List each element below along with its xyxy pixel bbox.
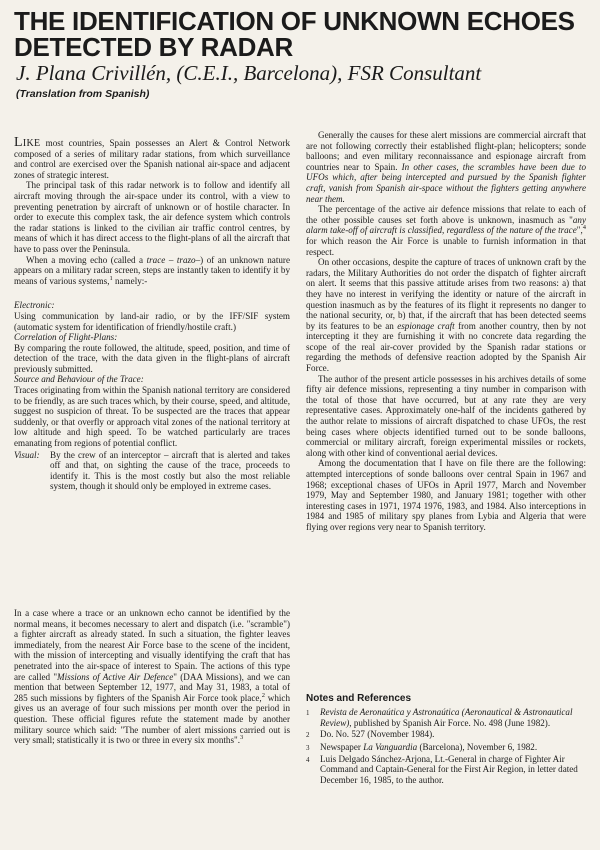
notes-section [306, 694, 586, 786]
text-run: " (DAA Missions), and we can mention that between September 12, 1977, and May 31, 1983, a total of 285 such missions by fighters of the Spanish Air Force took place, [14, 671, 291, 703]
left-column-bottom [14, 608, 290, 746]
paragraph [306, 204, 586, 257]
footnote-ref: 3 [239, 734, 244, 742]
intro-text: most countries, Spain possesses an Alert & Control Network composed of a series of military radar stations, from which surveillance and control are exercised over the Spanish national air-space and adjacent zones of strategic interest. [14, 138, 290, 180]
paragraph: The author of the present article possesses in his archives details of some fifty air defence missions, representing a tiny number in comparison with the total of those that have occurred, but at any rate they are very representative cases. Approximately one-half of the incidents gathered by the author relate to missions of aircraft dispatched to chase UFOs, the rest being cases where objects identified turned out to be sonde balloons, commercial or military aircraft, foreign experimental missiles or rockets, along with other kind of conventional aerial devices. [306, 373, 586, 458]
paragraph [306, 130, 586, 204]
definition-term: Correlation of Flight-Plans: [14, 332, 118, 343]
footnote-ref: 1 [109, 274, 113, 282]
note-number: 2 [306, 731, 310, 740]
paragraph: The principal task of this radar network is to follow and identify all aircraft moving through the air-space under its control, with a view to preventing penetration by aircraft of unknown or of hostile character. In order to execute this complex task, the air defence system which controls the radar stations is linked to the civilian air traffic control centres, by means of which it has direct access to the flight-plans of all the aircraft that have to pass over the Peninsula. [14, 180, 290, 254]
note-text [320, 754, 586, 785]
definition-body: By comparing the route followed, the altitude, speed, position, and time of detection of the trace, with the data given in the flight-plans of aircraft previously submitted. [14, 342, 290, 374]
text-run: On other occasions, despite the capture of traces of unknown craft by the radars, the Military Authorities do not order the dispatch of fighter aircraft on alert. It seems that this passive attitude arises from two reasons: a) that they have no interest in verifying the identity or nature of the aircraft in question inasmuch as by the features of its flight it represents no danger to the national security, or, b) that, if the aircraft that has been detected seems by its features to be an [306, 257, 586, 331]
text-run: The percentage of the active air defence missions that relate to each of the other possible causes set forth above is unknown, inasmuch as " [306, 204, 586, 225]
note-item [306, 742, 586, 753]
footnote-ref: 2 [261, 691, 265, 699]
note-text [320, 729, 586, 740]
text-run: published by Spanish Air Force. No. 498 (June 1982). [351, 717, 551, 728]
left-column [14, 135, 290, 492]
note-item [306, 729, 586, 740]
article-title: THE IDENTIFICATION OF UNKNOWN ECHOES DETECTED BY RADAR [14, 6, 575, 62]
text-run: When a moving echo (called a [26, 254, 147, 265]
right-column [306, 130, 586, 533]
text-run: Luis Delgado Sánchez-Arjona, Lt.-General in charge of Fighter Air Command and Captain-General for the First Air Region, in letter dated December 16, 1985, to the author. [320, 754, 578, 785]
text-run: In a case where a trace or an unknown echo cannot be identified by the normal means, it becomes necessary to alert and dispatch (i.e. "scramble") a fighter aircraft as already stated. In such a situation, the fighter leaves immediately, from the nearest Air Force base to the scene of the incident, with the mission of intercepting and visually identifying the craft that has penetrated into the air-space of interest to Spain. The actions of this type are called " [14, 608, 290, 682]
paragraph [306, 257, 586, 374]
text-run: which gives us an average of four such missions per month over the period in question. These official figures refute the statement made by another military source which said: "The number of alert missions carried out is very small; statistically it is two or three in every six months". [14, 692, 290, 746]
intro-paragraph [14, 135, 290, 180]
text-run: from another country, then by not intercepting it they are furnishing it with no concrete data regarding the scope of the real air-cover provided by the Spanish radar stations or regarding the methods of defensive reaction adopted by the Spanish Air Force. [306, 320, 587, 374]
note-item [306, 707, 586, 728]
italic-run: espionage craft [397, 320, 455, 331]
note-number: 4 [306, 756, 310, 765]
translation-note: (Translation from Spanish) [16, 88, 150, 100]
definition-term: Visual: [14, 449, 40, 460]
italic-run: Missions of Active Air Defence [57, 671, 174, 682]
notes-heading: Notes and References [306, 693, 412, 704]
note-text [320, 742, 586, 753]
definition-body: Traces originating from within the Spanish national territory are considered to be friendly, as are such traces which, by their course, speed, and altitude, suggest no suspicion of threat. To be suspected are the traces that appear suddenly, or that overfly or approach vital zones of the national territory at low altitude and high speed. To be watched particularly are traces emanating from regions of potential conflict. [14, 385, 290, 449]
definition-visual [14, 450, 290, 492]
paragraph [14, 608, 290, 746]
text-run: Generally the causes for these alert missions are commercial aircraft that are not following correctly their established flight-plan; helicopters; sonde balloons; and even military reconnaissance and espionage aircraft from countries near to Spain. [306, 130, 586, 172]
italic-run: any alarm take-off of aircraft is classified, regardless of the nature of the trace [306, 214, 586, 236]
italic-run: Revista de Aeronaútica y Astronaútica (Aeronautical & Astronautical Review), [320, 707, 573, 728]
paragraph [14, 255, 290, 287]
text-run: (Barcelona), November 6, 1982. [417, 741, 538, 752]
text-run: Do. No. 527 (November 1984). [320, 729, 435, 740]
text-run: namely:- [112, 275, 148, 286]
text-run: ) of an unknown nature appears on a military radar screen, steps are instantly taken to identify it by means of various systems, [14, 254, 290, 286]
identification-systems-list [14, 300, 290, 492]
author-byline: J. Plana Crivillén, (C.E.I., Barcelona), FSR Consultant [16, 61, 482, 85]
drop-cap: Like [14, 135, 41, 150]
definition-body: By the crew of an interceptor – aircraft that is alerted and takes off and that, on sighting the cause of the trace, proceeds to identify it. This is the most costly but also the most reliable system, though it should only be employed in extreme cases. [50, 449, 290, 492]
definition-body: Using communication by land-air radio, or by the IFF/SIF system (automatic system for identification of friendly/hostile craft.) [14, 310, 290, 332]
text-run: ", [576, 225, 583, 236]
note-number: 1 [306, 709, 310, 718]
italic-run: trace – trazo– [146, 254, 201, 265]
italic-run: La Vanguardia [363, 741, 418, 752]
definition-term: Electronic: [14, 300, 55, 311]
note-item [306, 754, 586, 785]
footnote-ref: 4 [582, 224, 586, 232]
italic-run: In other cases, the scrambles have been due to UFOs which, after being intercepted and pursued by the Spanish fighter craft, vanish from Spanish air-space without the fighters getting anywhere near them. [306, 161, 586, 204]
text-run: Newspaper [320, 741, 364, 752]
paragraph: Among the documentation that I have on file there are the following: attempted interceptions of sonde balloons over central Spain in 1967 and 1968; exceptional chases of UFOs in April 1977, March and November 1979, May and September 1980, and January 1981; together with other interesting cases in 1971, 1974 1976, 1983, and 1984. Also interceptions in 1984 and 1985 of military spy planes from Lybia and Algeria that were flying over regions very near to Spanish territory. [306, 458, 586, 532]
text-run: for which reason the Air Force is unable to furnish information in that respect. [306, 235, 586, 257]
note-text [320, 707, 586, 728]
definition-term: Source and Behaviour of the Trace: [14, 374, 144, 385]
note-number: 3 [306, 743, 310, 752]
